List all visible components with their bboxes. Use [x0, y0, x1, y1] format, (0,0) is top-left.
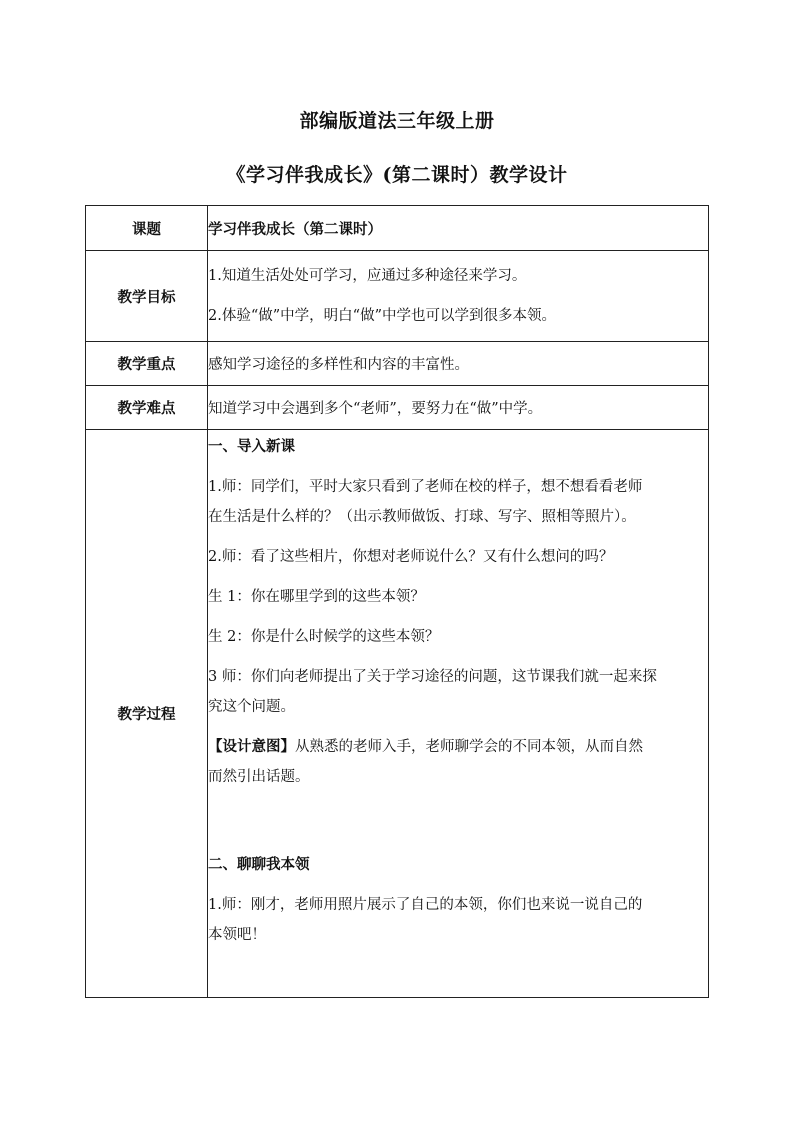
process-value [208, 430, 709, 998]
process-paragraph-line: 在生活是什么样的？（出示教师做饭、打球、写字、照相等照片）。 [208, 509, 636, 525]
process-paragraph-line: 1.师：同学们，平时大家只看到了老师在校的样子，想不想看看老师 [208, 479, 643, 495]
design-intent-paragraph [208, 732, 708, 762]
difficulties-label: 教学难点 [86, 386, 208, 430]
table-row-topic [86, 206, 709, 251]
goals-value [208, 251, 709, 342]
topic-value: 学习伴我成长（第二课时） [208, 206, 709, 251]
process-label: 教学过程 [86, 430, 208, 998]
design-intent-tag: 【设计意图】 [208, 738, 295, 755]
process-paragraph-line: 3 师：你们向老师提出了关于学习途径的问题，这节课我们就一起来探 [208, 669, 657, 685]
goals-label: 教学目标 [86, 251, 208, 342]
topic-label: 课题 [86, 206, 208, 251]
table-row-goals [86, 251, 709, 342]
goal-item-1: 1.知道生活处处可学习，应通过多种途径来学习。 [208, 268, 527, 284]
table-row-difficulties [86, 386, 709, 430]
process-paragraph-line: 1.师：刚才，老师用照片展示了自己的本领，你们也来说一说自己的 [208, 897, 643, 913]
process-paragraph-line: 生 2：你是什么时候学的这些本领？ [208, 629, 440, 645]
table-row-process [86, 430, 709, 998]
process-paragraph-line: 生 1：你在哪里学到的这些本领？ [208, 589, 425, 605]
table-row-key-points [86, 342, 709, 386]
goal-item-2: 2.体验“做”中学，明白“做”中学也可以学到很多本领。 [208, 308, 556, 324]
process-paragraph-line: 究这个问题。 [208, 699, 295, 715]
process-paragraph-line: 2.师：看了这些相片，你想对老师说什么？又有什么想问的吗？ [208, 549, 614, 565]
document-subtitle: 《学习伴我成长》(第二课时）教学设计 [226, 164, 568, 186]
lesson-plan-table [85, 205, 709, 998]
section-heading-intro: 一、导入新课 [208, 438, 295, 455]
difficulties-value: 知道学习中会遇到多个“老师”，要努力在“做”中学。 [208, 386, 709, 430]
section-heading-skills: 二、聊聊我本领 [208, 856, 310, 873]
process-paragraph-line: 而然引出话题。 [208, 769, 310, 785]
design-intent-text: 从熟悉的老师入手，老师聊学会的不同本领，从而自然 [295, 739, 643, 755]
process-paragraph-line: 本领吧！ [208, 927, 266, 943]
document-title: 部编版道法三年级上册 [299, 110, 495, 132]
key-points-value: 感知学习途径的多样性和内容的丰富性。 [208, 342, 709, 386]
key-points-label: 教学重点 [86, 342, 208, 386]
